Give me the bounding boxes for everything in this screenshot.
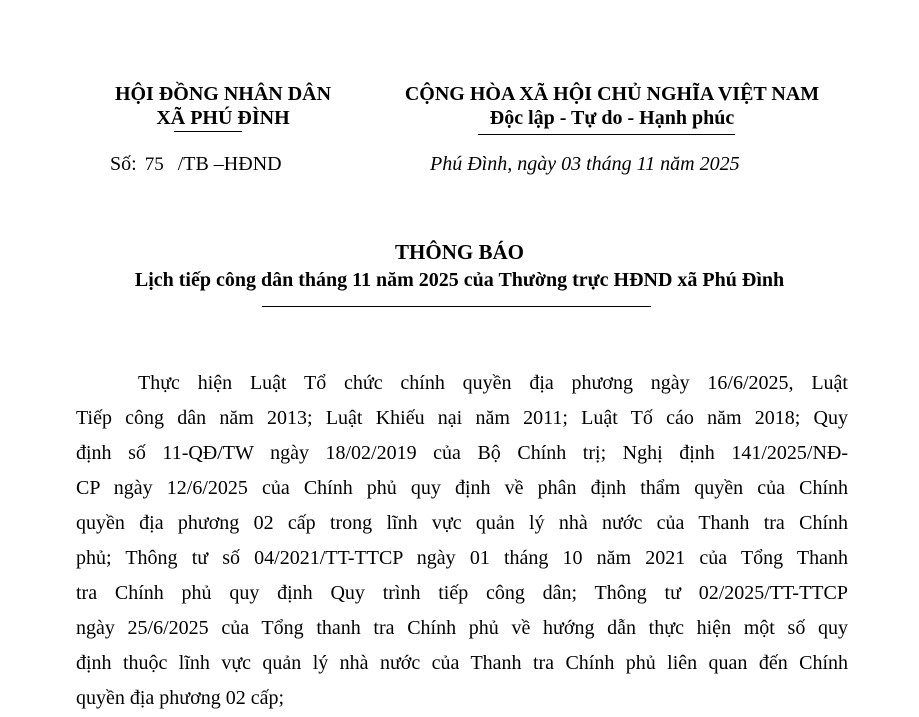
- national-motto: Độc lập - Tự do - Hạnh phúc: [489, 107, 735, 129]
- body-line: định số 11-QĐ/TW ngày 18/02/2019 của Bộ Chính trị; Nghị định 141/2025/NĐ-: [76, 442, 848, 464]
- body-paragraph: [76, 366, 848, 716]
- body-line: Tiếp công dân năm 2013; Luật Khiếu nại năm 2011; Luật Tố cáo năm 2018; Quy: [76, 407, 848, 429]
- body-line: định thuộc lĩnh vực quản lý nhà nước của Thanh tra Chính phủ liên quan đến Chính: [76, 652, 848, 674]
- national-title: CỘNG HÒA XÃ HỘI CHỦ NGHĨA VIỆT NAM: [404, 83, 820, 105]
- issuing-body-underline: [174, 131, 242, 132]
- body-line: CP ngày 12/6/2025 của Chính phủ quy định về phân định thẩm quyền của Chính: [76, 477, 848, 499]
- document-number-value: 75: [144, 154, 164, 175]
- body-line: Thực hiện Luật Tổ chức chính quyền địa phương ngày 16/6/2025, Luật: [138, 372, 848, 394]
- body-line: phủ; Thông tư số 04/2021/TT-TTCP ngày 01 tháng 10 năm 2021 của Tổng Thanh: [76, 547, 848, 569]
- document-number: [110, 152, 282, 177]
- document-number-suffix: /TB –HĐND: [177, 153, 282, 175]
- body-line: quyền địa phương 02 cấp;: [76, 687, 285, 709]
- document-number-prefix: Số:: [110, 153, 137, 175]
- issuing-body-line2: XÃ PHÚ ĐÌNH: [156, 107, 290, 129]
- body-line: quyền địa phương 02 cấp trong lĩnh vực quản lý nhà nước của Thanh tra Chính: [76, 512, 848, 534]
- document-subtitle: Lịch tiếp công dân tháng 11 năm 2025 của Thường trực HĐND xã Phú Đình: [134, 269, 785, 291]
- place-and-date: Phú Đình, ngày 03 tháng 11 năm 2025: [430, 153, 740, 175]
- title-underline: [262, 306, 651, 307]
- body-line: ngày 25/6/2025 của Tổng thanh tra Chính phủ về hướng dẫn thực hiện một số quy: [76, 617, 848, 639]
- body-line: tra Chính phủ quy định Quy trình tiếp công dân; Thông tư 02/2025/TT-TTCP: [76, 582, 848, 604]
- document-title: THÔNG BÁO: [395, 240, 524, 264]
- motto-underline: [478, 134, 735, 135]
- issuing-body-line1: HỘI ĐỒNG NHÂN DÂN: [114, 83, 332, 105]
